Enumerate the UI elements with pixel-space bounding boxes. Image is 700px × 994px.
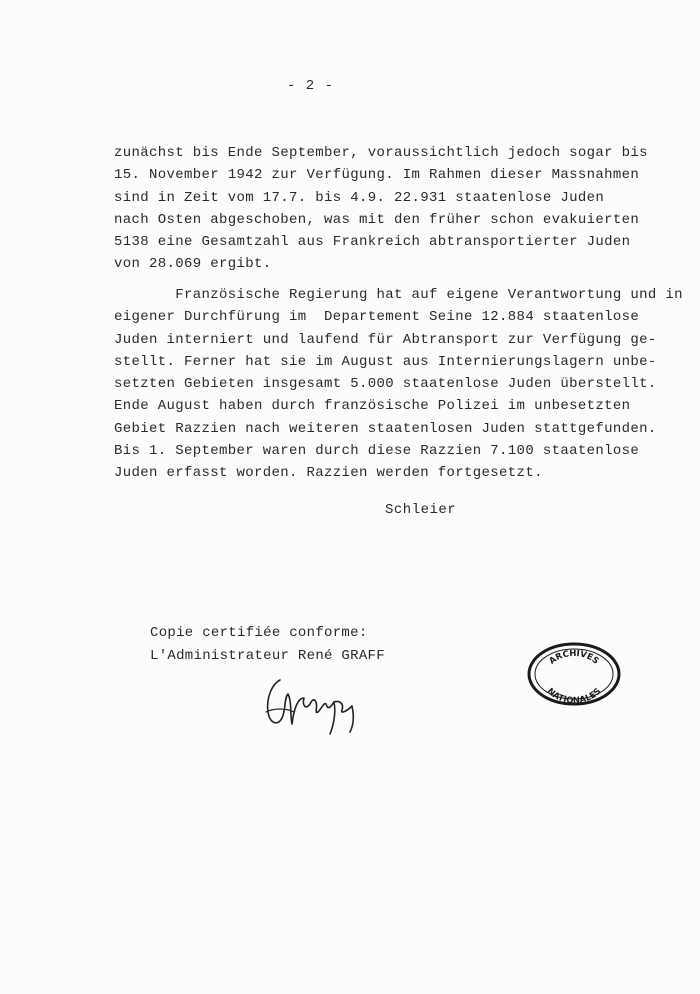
paragraph-line: Bis 1. September waren durch diese Razzien 7.100 staatenlose xyxy=(114,443,640,460)
signatory-name: Schleier xyxy=(385,502,457,518)
paragraph-line: Französische Regierung hat auf eigene Verantwortung und in xyxy=(114,287,683,303)
stamp-top-text: ARCHIVES xyxy=(547,648,601,667)
paragraph-line: 5138 eine Gesamtzahl aus Frankreich abtransportierter Juden xyxy=(114,234,631,251)
paragraph-1 xyxy=(114,142,694,276)
archives-nationales-stamp xyxy=(525,640,623,708)
paragraph-line: nach Osten abgeschoben, was mit den früher schon evakuierten xyxy=(114,211,640,228)
certification-line: Copie certifiée conforme: xyxy=(150,625,368,641)
paragraph-line: setzten Gebieten insgesamt 5.000 staatenlose Juden überstellt. xyxy=(114,376,657,393)
page-number: - 2 - xyxy=(287,78,335,94)
paragraph-line: Juden erfasst worden. Razzien werden fortgesetzt. xyxy=(114,465,543,482)
paragraph-2 xyxy=(114,284,694,485)
paragraph-line: Gebiet Razzien nach weiteren staatenlosen Juden stattgefunden. xyxy=(114,420,657,437)
paragraph-line: Juden interniert und laufend für Abtransport zur Verfügung ge- xyxy=(114,331,657,348)
paragraph-line: 15. November 1942 zur Verfügung. Im Rahmen dieser Massnahmen xyxy=(114,167,640,184)
paragraph-line: sind in Zeit vom 17.7. bis 4.9. 22.931 staatenlose Juden xyxy=(114,189,605,206)
handwritten-signature xyxy=(258,668,373,738)
paragraph-line: eigener Durchfürung im Departement Seine 12.884 staatenlose xyxy=(114,309,640,326)
paragraph-line: Ende August haben durch französische Polizei im unbesetzten xyxy=(114,398,631,415)
certification-block xyxy=(150,622,385,668)
paragraph-line: zunächst bis Ende September, voraussichtlich jedoch sogar bis xyxy=(114,145,648,161)
certification-line: L'Administrateur René GRAFF xyxy=(150,648,385,664)
stamp-bottom-text: NATIONALES xyxy=(544,686,604,707)
paragraph-line: stellt. Ferner hat sie im August aus Internierungslagern unbe- xyxy=(114,353,657,370)
paragraph-line: von 28.069 ergibt. xyxy=(114,256,272,273)
